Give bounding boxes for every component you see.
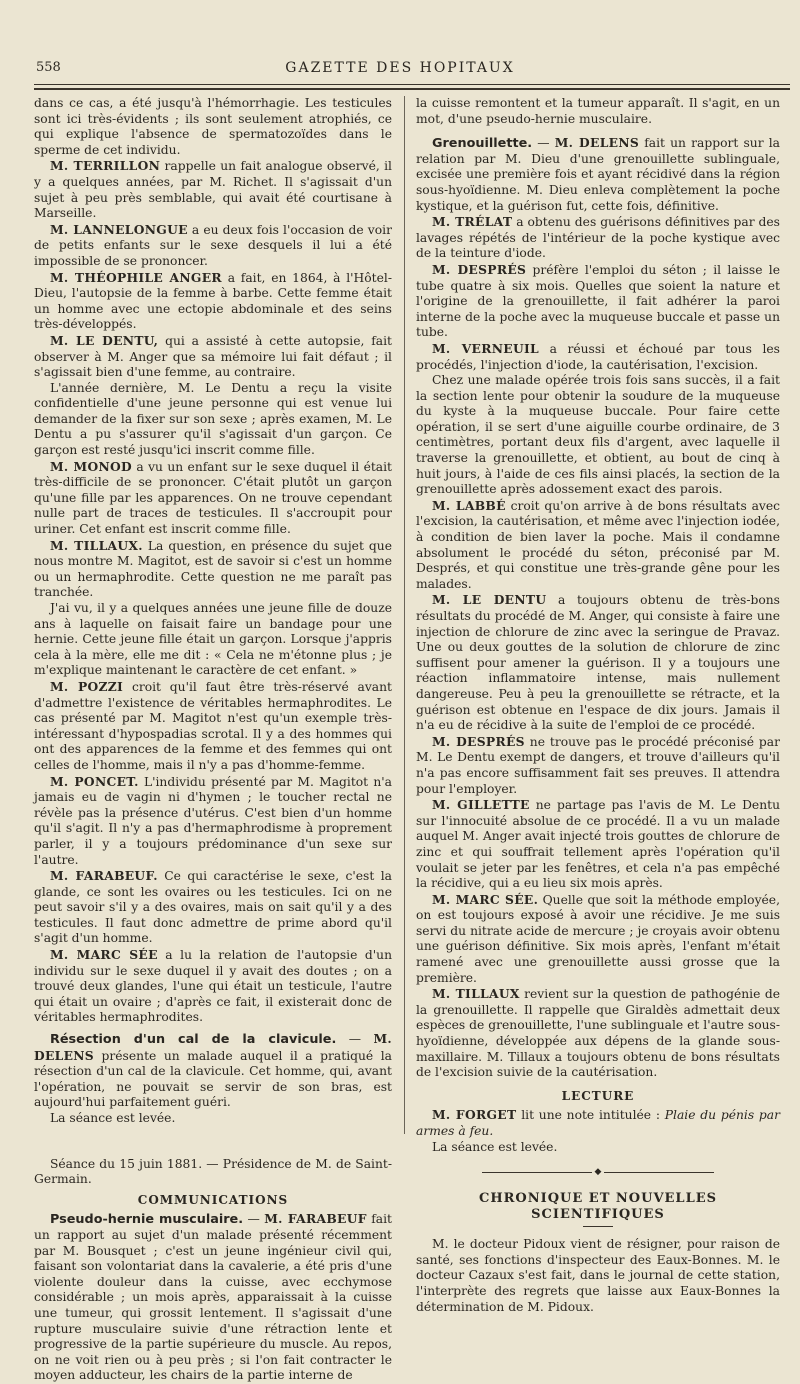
paragraph-text: Quelle que soit la méthode employée, on est toujours exposé à avoir une récidive. Je me suis servi du nitrate acide de mercure ; je croyais avoir obtenu une guérison définitive. Six mois après, l'enfant m'était ramené avec une grenouillette aussi grosse que la première. [416, 892, 780, 985]
short-rule [583, 1226, 613, 1227]
left-paragraphs [34, 96, 392, 1026]
paragraph-text: La question, en présence du sujet que nous montre M. Magitot, est de savoir si c'est un homme ou un hermaphrodite. Cette question ne me paraît pas tranchée. [34, 538, 392, 600]
paragraph-text: a obtenu des guérisons définitives par des lavages répétés de l'intérieur de la poche kystique avec de la teinture d'iode. [416, 215, 780, 261]
header-rule [34, 84, 790, 85]
speaker-name: M. VERNEUIL [431, 340, 539, 356]
paragraph-text: ne trouve pas le procédé préconisé par M. Le Dentu exempt de dangers, et trouve d'ailleurs qu'il n'a pas encore suffisamment fait ses preuves. Il attendra pour l'employer. [416, 734, 781, 796]
chronique-heading: CHRONIQUE ET NOUVELLES SCIENTIFIQUES [478, 1191, 718, 1222]
paragraph [34, 96, 392, 158]
paragraph [34, 459, 392, 538]
communications-heading: COMMUNICATIONS [137, 1192, 289, 1207]
paragraph-text: rappelle un fait analogue observé, il y a quelques années, par M. Richet. Il s'agissait d'un sujet à peu près semblable, qui avait été courtisane à Marseille. [34, 159, 392, 221]
topic-title: Grenouillette. [431, 136, 533, 152]
seance-heading: Séance du 15 juin 1881. — Présidence de M. de Saint-Germain. [34, 1156, 392, 1187]
paragraph-text: a vu un enfant sur le sexe duquel il était très-difficile de se prononcer. C'était plutôt un garçon qu'une fille par les apparences. On ne trouve cependant nulle part de traces de testicules. Il s'accroupit pour uriner. Cet enfant est inscrit comme fille. [34, 459, 392, 537]
paragraph [34, 679, 392, 774]
speaker-name: M. DESPRÉS [431, 733, 525, 749]
forget-paragraph [416, 1107, 780, 1139]
grenouillette-paragraph [416, 135, 780, 214]
speaker-name: M. TILLAUX. [49, 537, 143, 553]
paragraph-text: ne partage pas l'avis de M. Le Dentu sur l'innocuité absolue de ce procédé. Il a vu un malade auquel M. Anger avait injecté trois gouttes de chlorure de zinc et qui souffrait tellement après l'opération qu'il voulait se jeter par les fenêtres, et cela n'a pas empêché la récidive, qui a eu lieu six mois après. [416, 798, 780, 891]
paragraph-text: présente un malade auquel il a pratiqué la résection d'un cal de la clavicule. Cet homme, qui, avant l'opération, ne pouvait se servir de son bras, est aujourd'hui parfaitement guéri. [34, 1048, 392, 1110]
topic-title: Pseudo-hernie musculaire. [49, 1212, 244, 1228]
speaker-name: M. TERRILLON [49, 158, 161, 174]
paragraph-text: Chez une malade opérée trois fois sans succès, il a fait la section lente pour obtenir la soudure de la muqueuse du kyste à la muqueuse buccale. Pour faire cette opération, il se sert d'une aiguille courbe ordinaire, de 3 centimètres, portant deux fils d'argent, avec laquelle il traverse la grenouillette, et obtient, au bout de cinq à huit jours, à l'aide de ces fils ainsi placés, la section de la grenouillette après adossement exact des parois. [416, 373, 780, 497]
running-title: GAZETTE DES HOPITAUX [285, 60, 515, 76]
paragraph-text: a lu la relation de l'autopsie d'un individu sur le sexe duquel il y avait des doutes ; on a trouvé deux glandes, l'une qui était un testicule, l'autre qui était un ovaire ; d'après ce fait, il existerait donc de véritables hermaphrodites. [34, 948, 392, 1025]
speaker-name: M. LE DENTU, [49, 332, 159, 348]
right-paragraphs [416, 214, 780, 1081]
header-rule-thick [34, 88, 790, 90]
paragraph [34, 333, 392, 381]
paragraph-text: préfère l'emploi du séton ; il laisse le tube quatre à six mois. Quelles que soient la nature et l'origine de la grenouillette, il fait adhérer la paroi interne de la poche avec la muqueuse buccale et passe un tube. [416, 262, 780, 340]
paragraph-text: a eu deux fois l'occasion de voir de petits enfants sur le sexe desquels il lui a été impossible de se prononcer. [34, 222, 392, 268]
paragraph-text: J'ai vu, il y a quelques années une jeune fille de douze ans à laquelle on faisait faire un bandage pour une hernie. Cette jeune fille était un garçon. Lorsque j'appris cela à la mère, elle me dit : « Cela ne m'étonne plus ; je m'explique maintenant le caractère de cet enfant. » [34, 601, 392, 678]
column-divider [404, 96, 405, 1134]
speaker-name: M. TRÉLAT [431, 214, 513, 230]
speaker-name: M. MARC SÉE. [431, 891, 539, 907]
paragraph-text: a fait, en 1864, à l'Hôtel-Dieu, l'autopsie de la femme à barbe. Cette femme était un homme avec une ectopie abdominale et des seins très-développés. [34, 270, 392, 332]
paragraph [34, 381, 392, 459]
speaker-name: M. FARABEUF. [49, 868, 158, 884]
topic-title: Résection d'un cal de la clavicule. [49, 1032, 337, 1048]
speaker-name: M. PONCET. [49, 773, 139, 789]
speaker-name: M. MARC SÉE [49, 947, 158, 963]
paragraph-text: dans ce cas, a été jusqu'à l'hémorrhagie. Les testicules sont ici très-évidents ; ils sont seulement atrophiés, ce qui explique l'absence de spermatozoïdes dans le sperme de cet individu. [34, 96, 392, 157]
paragraph-text: a réussi et échoué par tous les procédés, l'injection d'iode, la cautérisation, l'excision. [416, 341, 780, 372]
paragraph-text: fait un rapport au sujet d'un malade présenté récemment par M. Bousquet ; c'est un jeune ingénieur civil qui, faisant son volontariat dans la cavalerie, a été pris d'une violente douleur dans la cuisse, avec ecchymose considérable ; un mois après, apparaissait à la cuisse une tumeur, qui grossit lentement. Il s'agissait d'une rupture musculaire suivie d'une rétraction lente et progressive de la partie supérieure du muscle. Au repos, on ne voit rien ou à peu près ; si l'on fait contracter le moyen adducteur, les chairs de la partie interne de [34, 1212, 392, 1383]
speaker-name: M. THÉOPHILE ANGER [49, 269, 222, 285]
seance-levee: La séance est levée. [49, 1111, 176, 1125]
speaker-name: M. POZZI [49, 678, 124, 694]
paragraph [416, 734, 780, 797]
paragraph-text: qui a assisté à cette autopsie, fait observer à M. Anger que sa mémoire lui fait défaut ; il s'agissait bien d'une femme, au contraire. [34, 333, 392, 380]
paragraph [416, 373, 780, 498]
paragraph-text: L'année dernière, M. Le Dentu a reçu la visite confidentielle d'une jeune personne qui est venue lui demander de la fixer sur son sexe ; après examen, M. Le Dentu a pu s'assurer qu'il s'agissait d'un garçon. Ce garçon est resté jusqu'ici inscrit comme fille. [34, 380, 392, 458]
paragraph [34, 774, 392, 869]
paragraph-text: fait un rapport sur la relation par M. Dieu d'une grenouillette sublinguale, excisée une première fois et ayant récidivé dans la région sous-hyoïdienne. M. Dieu enleva complètement la poche kystique, et la guérison fut, cette fois, définitive. [416, 136, 780, 213]
paragraph [34, 158, 392, 221]
paragraph [416, 214, 780, 262]
right-column [416, 96, 780, 1315]
resection-paragraph [34, 1031, 392, 1111]
speaker-name: M. FORGET [431, 1107, 517, 1123]
lecture-heading: LECTURE [561, 1088, 635, 1103]
speaker-name: M. FARABEUF [264, 1211, 367, 1227]
speaker-name: M. LABBÉ [431, 497, 506, 513]
paragraph-text: croit qu'il faut être très-réservé avant d'admettre l'existence de véritables hermaphrodites. Le cas présenté par M. Magitot n'est qu'un exemple très-intéressant d'hypospadias scrotal. Il y a des hommes qui ont des apparences de la femme et des femmes qui ont celles de l'homme, mais il n'y a pas d'homme-femme. [34, 679, 393, 772]
pseudo-hernie-paragraph [34, 1211, 392, 1384]
paragraph [416, 498, 780, 593]
speaker-name: M. DESPRÉS [431, 261, 527, 277]
speaker-name: M. DELENS [554, 135, 640, 151]
speaker-name: M. LE DENTU [431, 592, 547, 608]
paragraph-text: Ce qui caractérise le sexe, c'est la glande, ce sont les ovaires ou les testicules. Ici on ne peut savoir s'il y a des ovaires, mais on sait qu'il y a des testicules. Il faut donc admettre de prime abord qu'il s'agit d'un homme. [34, 869, 392, 946]
speaker-name: M. LANNELONGUE [49, 221, 188, 237]
speaker-name: M. MONOD [49, 458, 132, 474]
note-title: Plaie du pénis par armes à feu. [416, 1108, 780, 1138]
paragraph-text: lit une note intitulée : [521, 1108, 665, 1123]
continuation-paragraph: la cuisse remontent et la tumeur apparaît. Il s'agit, en un mot, d'une pseudo-hernie musculaire. [416, 96, 780, 126]
separator-ornament: ◆ [416, 1165, 780, 1181]
dash: — [243, 1212, 265, 1227]
paragraph [34, 538, 392, 601]
paragraph [416, 797, 780, 892]
dash: — [336, 1032, 374, 1047]
paragraph [34, 222, 392, 270]
paragraph [34, 868, 392, 947]
speaker-name: M. DELENS [34, 1031, 392, 1063]
paragraph-text: a toujours obtenu de très-bons résultats du procédé de M. Anger, qui consiste à faire une injection de chlorure de zinc avec la seringue de Pravaz. Une ou deux gouttes de la solution de chlorure de zinc suffisent pour amener la guérison. Il y a toujours une réaction inflammatoire intense, mais nullement dangereuse. Peu à peu la grenouillette se rétracte, et la guérison est obtenue en l'espace de dix jours. Jamais il n'a eu de récidive à la suite de l'emploi de ce procédé. [416, 593, 780, 733]
paragraph [34, 270, 392, 333]
paragraph [34, 947, 392, 1026]
paragraph [416, 262, 780, 341]
paragraph-text: revient sur la question de pathogénie de la grenouillette. Il rappelle que Giraldès admettait deux espèces de grenouillette, l'une sublinguale et l'autre sous-hyoïdienne, développée aux dépens de la glande sous-maxillaire. M. Tillaux a toujours obtenu de bons résultats de l'excision suivie de la cautérisation. [416, 987, 780, 1080]
page-number: 558 [36, 60, 61, 75]
left-column [34, 96, 392, 1384]
paragraph-text: croit qu'on arrive à de bons résultats avec l'excision, la cautérisation, et même avec l'injection iodée, à condition de bien laver la poche. Mais il condamne absolument le procédé du séton, préconisé par M. Després, et qui constitue une très-grande gêne pour les malades. [416, 498, 781, 591]
paragraph [416, 592, 780, 733]
paragraph [416, 892, 780, 987]
paragraph-text: L'individu présenté par M. Magitot n'a jamais eu de vagin ni d'hymen ; le toucher rectal ne révèle pas la présence d'utérus. C'est bien d'un homme qu'il s'agit. Il n'y a pas d'hermaphrodisme à proprement parler, il y a toujours prédominance d'un sexe sur l'autre. [34, 774, 392, 867]
paragraph [416, 341, 780, 373]
seance-levee: La séance est levée. [431, 1139, 558, 1154]
speaker-name: M. TILLAUX [431, 986, 520, 1002]
dash: — [532, 136, 555, 151]
chronique-paragraph: M. le docteur Pidoux vient de résigner, pour raison de santé, ses fonctions d'inspecteur des Eaux-Bonnes. M. le docteur Cazaux s'est fait, dans le journal de cette station, l'interprète des regrets que laisse aux Eaux-Bonnes la détermination de M. Pidoux. [416, 1237, 780, 1314]
paragraph [416, 986, 780, 1081]
speaker-name: M. GILLETTE [431, 797, 530, 813]
paragraph [34, 601, 392, 679]
